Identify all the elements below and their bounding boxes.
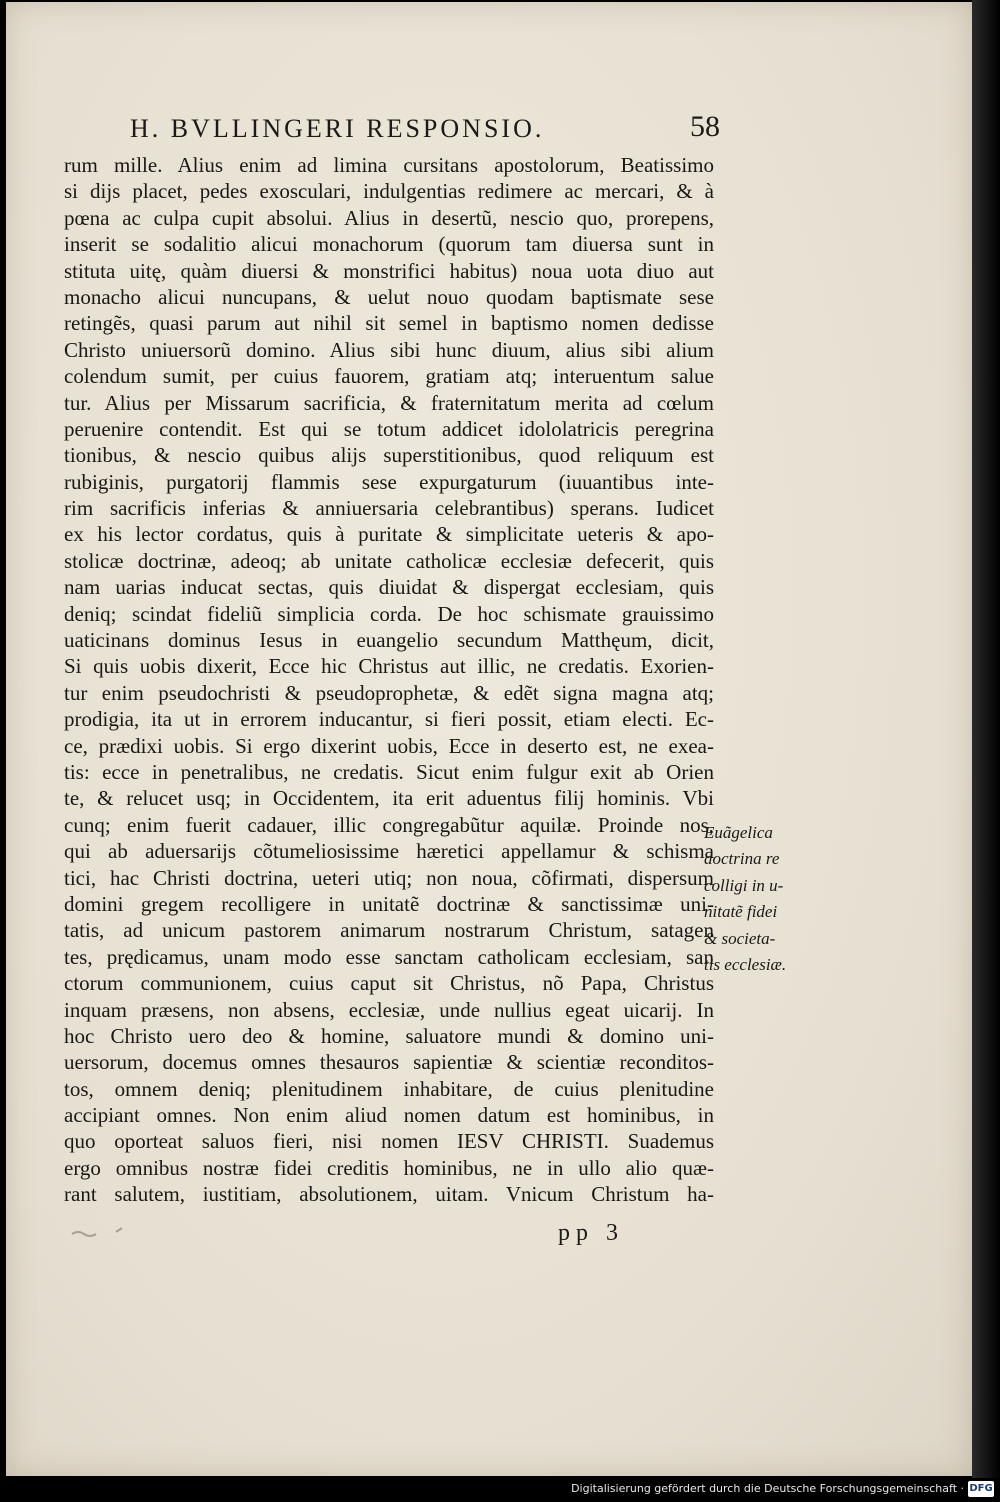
text-line: ce, prædixi uobis. Si ergo dixerint uobis, Ecce in deserto est, ne exea- <box>64 733 714 758</box>
text-line: monacho alicui nuncupans, & uelut nouo quodam baptismate sese <box>64 284 714 309</box>
signature-mark: pp 3 <box>558 1220 624 1246</box>
text-line: rum mille. Alius enim ad limina cursitans apostolorum, Beatissimo <box>64 153 714 177</box>
marginal-note-line: colligi in u- <box>704 875 784 895</box>
text-line: stituta uitę, quàm diuersi & monstrifici habitus) noua uota diuo aut <box>64 258 714 283</box>
text-line: ex his lector cordatus, quis à puritate & simplicitate ueteris & apo- <box>64 522 714 547</box>
text-line: deniq; scindat fideliũ simplicia corda. De hoc schismate grauissimo <box>64 601 714 626</box>
text-line: ergo omnibus nostræ fidei creditis hominibus, ne in ullo alio quæ- <box>64 1155 714 1180</box>
dfg-logo-icon: DFG <box>968 1481 994 1497</box>
text-line: tos, omnem deniq; plenitudinem inhabitare, de cuius plenitudine <box>64 1076 714 1101</box>
book-edge-shadow <box>972 0 1000 1478</box>
text-line: tur. Alius per Missarum sacrificia, & fraternitatum merita ad cœlum <box>64 390 714 415</box>
main-text-block <box>64 152 714 1208</box>
text-line: rant salutem, iustitiam, absolutionem, uitam. Vnicum Christum ha- <box>64 1182 714 1207</box>
text-line: prodigia, ita ut in errorem inducantur, si fieri possit, etiam electi. Ec- <box>64 707 714 732</box>
text-line: si dijs placet, pedes exosculari, indulgentias redimere ac mercari, & à <box>64 179 714 204</box>
text-line: tici, hac Christi doctrina, ueteri utiq; non noua, cõfirmati, dispersum <box>64 865 714 890</box>
text-line: tis: ecce in penetralibus, ne credatis. Sicut enim fulgur exit ab Orien <box>64 759 714 784</box>
text-line: tur enim pseudochristi & pseudoprophetæ, & edẽt signa magna atq; <box>64 680 714 705</box>
text-line: domini gregem recolligere in unitatẽ doctrinæ & sanctissimæ uni- <box>64 891 714 916</box>
text-line: inserit se sodalitio alicui monachorum (quorum tam diuersa sunt in <box>64 232 714 257</box>
text-line: Si quis uobis dixerit, Ecce hic Christus aut illic, ne credatis. Exorien- <box>64 654 714 679</box>
text-line: quo oporteat saluos fieri, nisi nomen IESV CHRISTI. Suademus <box>64 1129 714 1154</box>
text-line: inquam præsens, non absens, ecclesiæ, unde nullius egeat uicarij. In <box>64 997 714 1022</box>
text-line: colendum sumit, per cuius fauorem, gratiam atq; interuentum salue <box>64 364 714 389</box>
ink-smudge-icon <box>70 1224 150 1240</box>
text-line: tes, prędicamus, unam modo esse sanctam catholicam ecclesiam, san <box>64 944 714 969</box>
marginal-note <box>704 820 804 978</box>
text-line: tatis, ad unicum pastorem animarum nostrarum Christum, satagen <box>64 918 714 943</box>
text-line: uaticinans dominus Iesus in euangelio secundum Matthęum, dicit, <box>64 628 714 653</box>
text-line: hoc Christo uero deo & homine, saluatore mundi & domino uni- <box>64 1023 714 1048</box>
text-line: ctorum communionem, cuius caput sit Christus, nõ Papa, Christus <box>64 971 714 996</box>
text-line: stolicæ doctrinæ, adeoq; ab unitate catholicæ ecclesiæ defecerit, quis <box>64 548 714 573</box>
text-line: peruenire contendit. Est qui se totum addicet idololatricis peregrina <box>64 416 714 441</box>
text-line: rubiginis, purgatorij flammis sese expurgaturum (iuuantibus inte- <box>64 469 714 494</box>
text-line: cunq; enim fuerit cadauer, illic congregabũtur aquilæ. Proinde nos, <box>64 812 714 837</box>
marginal-note-line: & societa- <box>704 928 776 948</box>
running-title: H. BVLLINGERI RESPONSIO. <box>130 114 545 143</box>
marginal-note-line: tis ecclesiæ. <box>704 954 787 974</box>
text-line: rim sacrificis inferias & anniuersaria celebrantibus) sperans. Iudicet <box>64 496 714 521</box>
text-line: uersorum, docemus omnes thesauros sapientiæ & scientiæ reconditos- <box>64 1050 714 1075</box>
marginal-note-line: nitatẽ fidei <box>704 902 778 922</box>
text-line: qui ab aduersarijs cõtumeliosissime hæretici appellamur & schisma <box>64 839 714 864</box>
text-line: nam uarias inducat sectas, quis diuidat & dispergat ecclesiam, quis <box>64 575 714 600</box>
footer-bar <box>0 1478 1000 1502</box>
text-line: retingẽs, quasi parum aut nihil sit semel in baptismo nomen dedisse <box>64 311 714 336</box>
book-page <box>6 2 972 1476</box>
marginal-note-line: doctrina re <box>704 849 780 869</box>
marginal-note-line: Euãgelica <box>704 823 773 842</box>
text-line: te, & relucet usq; in Occidentem, ita erit aduentus filij hominis. Vbi <box>64 786 714 811</box>
text-line: Christo uniuersorũ domino. Alius sibi hunc diuum, alius sibi alium <box>64 337 714 362</box>
funding-credit: Digitalisierung gefördert durch die Deutsche Forschungsgemeinschaft · <box>571 1482 964 1495</box>
text-line: accipiant omnes. Non enim aliud nomen datum est hominibus, in <box>64 1103 714 1128</box>
text-line: tionibus, & nescio quibus alijs superstitionibus, quod reliquum est <box>64 443 714 468</box>
text-line: pœna ac culpa cupit absolui. Alius in desertũ, nescio quo, prorepens, <box>64 205 714 230</box>
folio-number: 58 <box>690 110 720 143</box>
